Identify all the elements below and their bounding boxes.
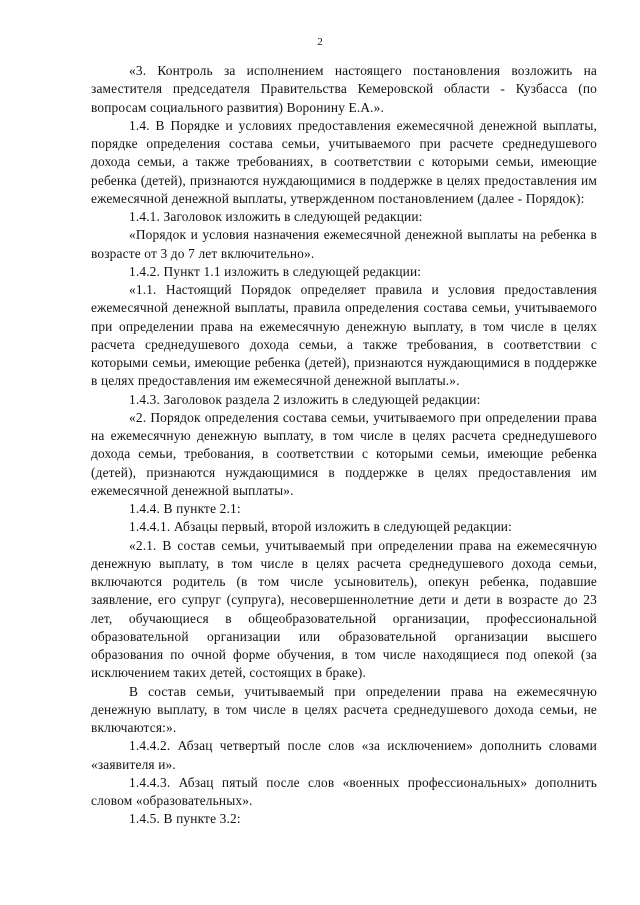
paragraph-section-2-title: «2. Порядок определения состава семьи, учитываемого при определении права на ежемесячную денежную выплату, в том числе в целях расчета среднедушевого дохода семьи, требования, в соответствии с которыми семьи, имеющие ребенка (детей), признаются нуждающимися в поддержке в целях предоставления им ежемесячной денежной выплаты». — [91, 409, 597, 498]
document-body — [91, 62, 597, 829]
paragraph-1-4-3: 1.4.3. Заголовок раздела 2 изложить в следующей редакции: — [129, 391, 481, 407]
paragraph-1-4-4-1: 1.4.4.1. Абзацы первый, второй изложить в следующей редакции: — [129, 519, 512, 535]
paragraph-1-4-4: 1.4.4. В пункте 2.1: — [129, 501, 241, 516]
paragraph-control-clause: «3. Контроль за исполнением настоящего постановления возложить на заместителя председателя Правительства Кемеровской области - Кузбасса (по вопросам социального развития) Воронину Е.А.». — [91, 63, 597, 115]
paragraph-not-included: В состав семьи, учитываемый при определении права на ежемесячную денежную выплату, в том числе в целях расчета среднедушевого дохода семьи, не включаются:». — [91, 683, 597, 735]
paragraph-1-4-1: 1.4.1. Заголовок изложить в следующей редакции: — [129, 209, 423, 224]
paragraph-point-2-1: «2.1. В состав семьи, учитываемый при определении права на ежемесячную денежную выплату, в том числе в целях расчета среднедушевого дохода семьи, включаются родитель (в том числе усыновитель), опекун ребенка, подавшие заявление, его супруг (супруга), несовершеннолетние дети и дети в возрасте до 23 лет, обучающиеся в общеобразовательной организации, профессиональной образовательной организации или образовательной организации высшего образования по очной форме обучения, в том числе находящиеся под опекой (за исключением таких детей, состоящих в браке). — [91, 537, 597, 681]
paragraph-1-4-4-3: 1.4.4.3. Абзац пятый после слов «военных профессиональных» дополнить словом «образовательных». — [91, 774, 597, 808]
paragraph-1-4-2: 1.4.2. Пункт 1.1 изложить в следующей редакции: — [129, 263, 422, 279]
paragraph-1-4: 1.4. В Порядке и условиях предоставления ежемесячной денежной выплаты, порядке определения состава семьи, учитываемого при расчете среднедушевого дохода семьи, а также требованиях, в соответствии с которыми семьи, имеющие ребенка (детей), признаются нуждающимися в поддержке в целях предоставления им ежемесячной денежной выплаты, утвержденном постановлением (далее - Порядок): — [91, 117, 597, 206]
paragraph-1-4-4-2: 1.4.4.2. Абзац четвертый после слов «за исключением» дополнить словами «заявителя и». — [91, 738, 597, 772]
page-number: 2 — [317, 36, 323, 48]
paragraph-1-4-5: 1.4.5. В пункте 3.2: — [129, 811, 241, 827]
paragraph-point-1-1: «1.1. Настоящий Порядок определяет правила и условия предоставления ежемесячной денежной выплаты, правила определения состава семьи, учитываемого при определении права на ежемесячную денежную выплату, в том числе в целях расчета среднедушевого дохода семьи, а также требования, в соответствии с которыми семьи, имеющие ребенка (детей), признаются нуждающимися в поддержке в целях предоставления им ежемесячной денежной выплаты.». — [91, 282, 597, 389]
paragraph-new-title: «Порядок и условия назначения ежемесячной денежной выплаты на ребенка в возрасте от 3 до 7 лет включительно». — [91, 227, 597, 261]
